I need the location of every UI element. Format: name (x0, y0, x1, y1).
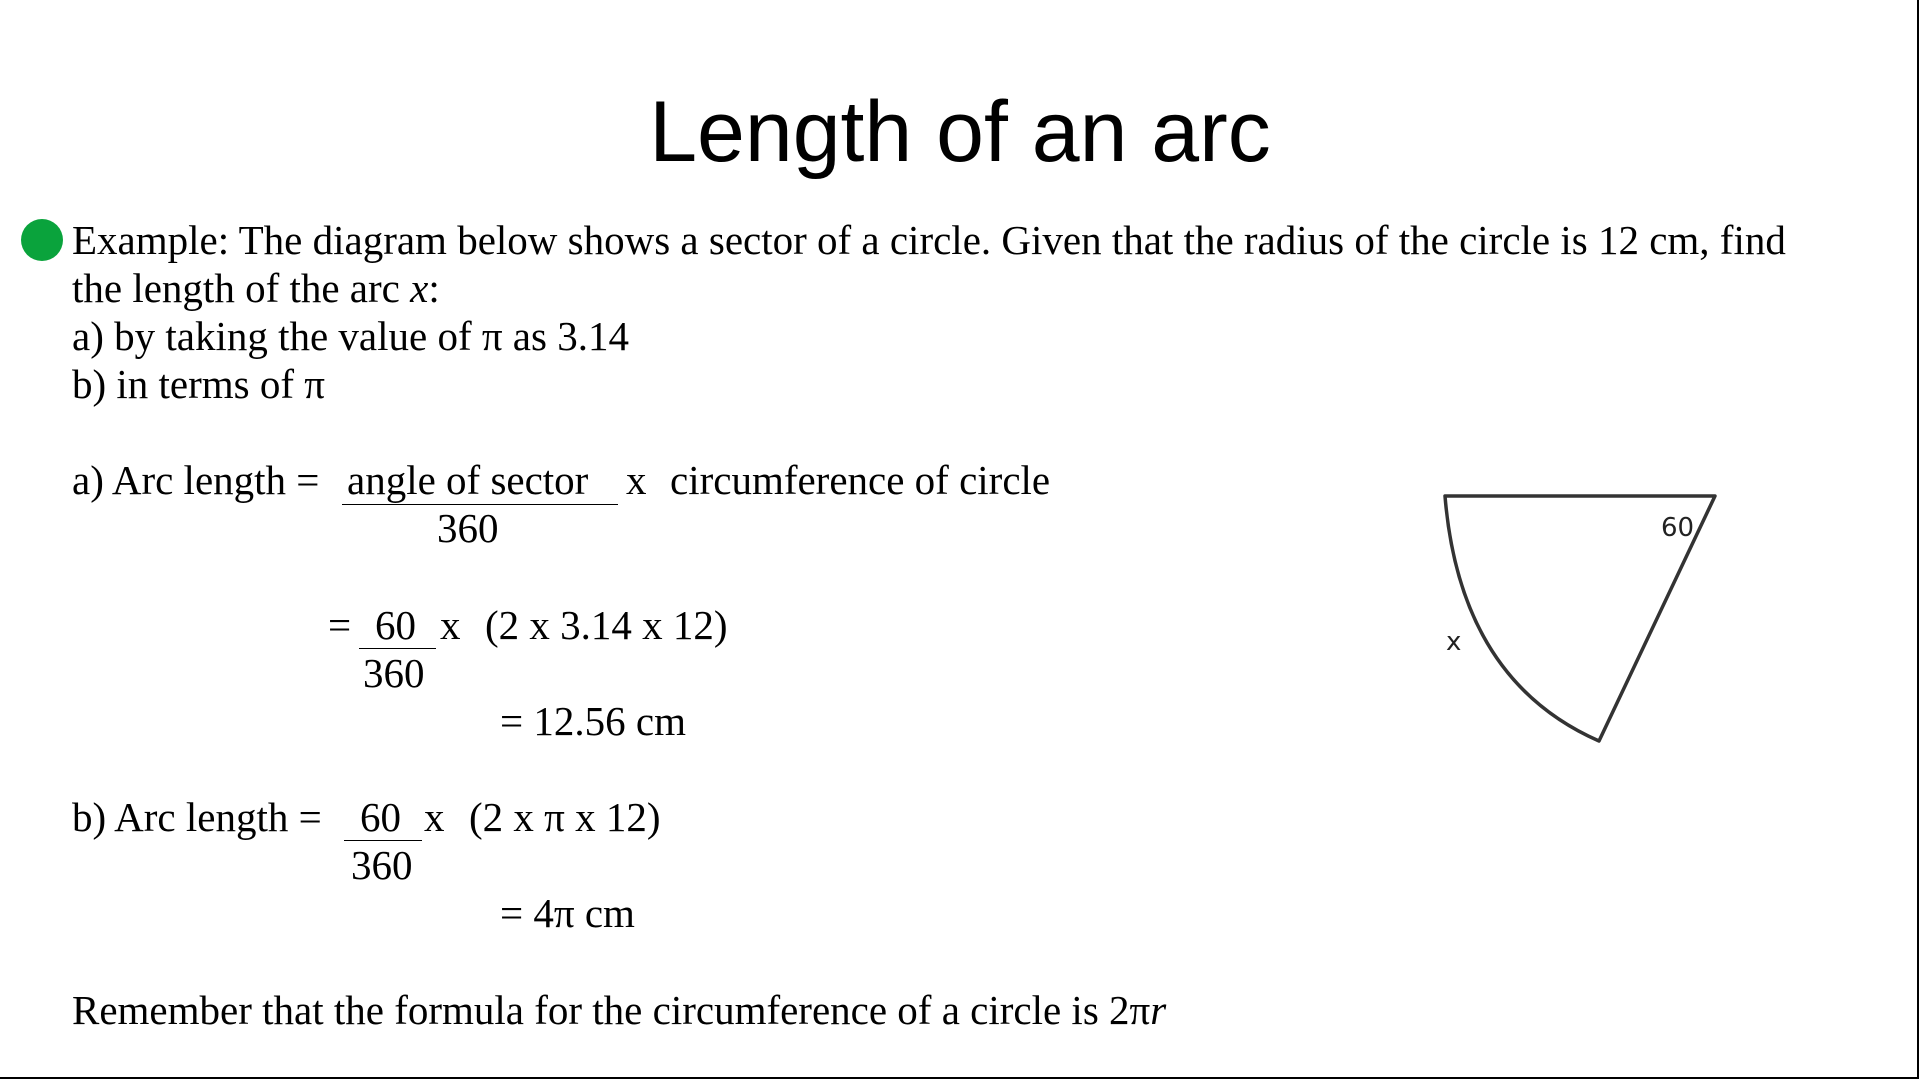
solution-a-step2-denominator: 360 (363, 650, 425, 696)
reminder-text: Remember that the formula for the circumference of a circle is 2π (72, 987, 1151, 1033)
solution-b-prefix: b) Arc length = (72, 794, 322, 840)
radius-variable: r (1150, 987, 1167, 1033)
problem-line-2-suffix: : (428, 265, 440, 311)
solution-a-step2-numerator: 60 (375, 602, 416, 648)
solution-a-numerator: angle of sector (347, 457, 589, 503)
solution-a-step2-expr: (2 x 3.14 x 12) (485, 602, 728, 648)
solution-b-expr: (2 x π x 12) (469, 794, 661, 840)
solution-a-step2-times: x (440, 602, 461, 648)
problem-part-b: b) in terms of π (72, 361, 325, 407)
sector-diagram (1430, 480, 1730, 750)
slide-title: Length of an arc (649, 84, 1271, 180)
solution-b-denominator: 360 (351, 842, 413, 888)
solution-b-result: = 4π cm (500, 890, 635, 936)
reminder-line (72, 986, 1166, 1034)
solution-a-result: = 12.56 cm (500, 698, 686, 744)
solution-b-times: x (424, 794, 445, 840)
angle-label: 60 (1661, 513, 1695, 543)
solution-b-numerator: 60 (360, 794, 401, 840)
bullet-dot-icon (21, 219, 63, 261)
solution-a-prefix: a) Arc length = (72, 457, 320, 503)
arc-label: x (1446, 627, 1462, 657)
solution-a-rest: circumference of circle (670, 457, 1051, 503)
solution-a-denominator: 360 (437, 505, 499, 551)
solution-a-times: x (626, 457, 647, 503)
problem-part-a: a) by taking the value of π as 3.14 (72, 313, 629, 359)
solution-a-step2-equals: = (328, 602, 352, 648)
problem-line-1: Example: The diagram below shows a sector of a circle. Given that the radius of the circle is 12 cm, find (72, 217, 1786, 263)
problem-line-2 (72, 264, 440, 312)
problem-line-2-prefix: the length of the arc (72, 265, 411, 311)
arc-variable: x (410, 265, 429, 311)
